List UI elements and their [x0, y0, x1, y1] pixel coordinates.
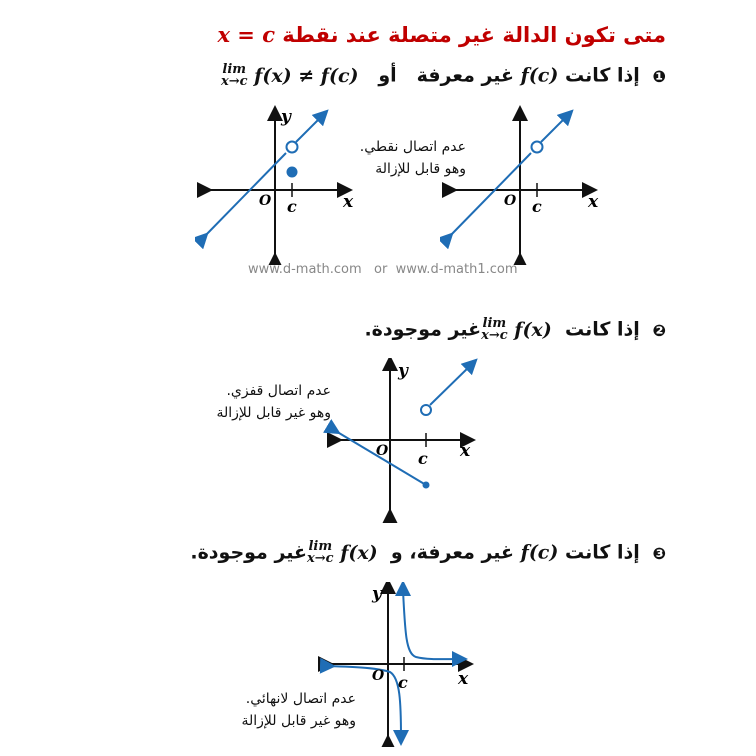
- note-line: وهو قابل للإزالة: [375, 161, 466, 177]
- open-point: [532, 142, 543, 153]
- curve-segment: [541, 115, 568, 142]
- origin-label: O: [372, 668, 385, 684]
- case3-undefined: غير معرفة، و: [390, 541, 515, 564]
- x-label: x: [343, 192, 354, 212]
- case2-tail: غير موجودة.: [364, 318, 482, 341]
- filled-point: [287, 167, 298, 178]
- c-label: c: [287, 197, 297, 216]
- note-line: وهو غير قابل للإزالة: [216, 405, 331, 421]
- y-label: y: [398, 361, 408, 381]
- origin-label: O: [376, 443, 389, 459]
- case2-lim: lim x→c: [481, 316, 508, 343]
- case2-graph: [320, 358, 490, 523]
- curve-segment: [296, 115, 323, 142]
- x-label: x: [458, 669, 469, 689]
- case2-number: ❷: [652, 320, 666, 340]
- title-math: x = c: [217, 22, 275, 47]
- x-label: x: [460, 441, 471, 461]
- case2-expr: f(x): [514, 318, 552, 341]
- case1-number: ❶: [652, 66, 666, 86]
- case1-or: أو: [378, 64, 397, 87]
- open-point: [421, 405, 431, 415]
- case3-number: ❸: [652, 543, 666, 563]
- note-line: عدم اتصال نقطي.: [359, 139, 466, 155]
- x-label: x: [588, 192, 599, 212]
- origin-label: O: [504, 193, 517, 209]
- case2-if: إذا كانت: [565, 318, 640, 341]
- open-point: [287, 142, 298, 153]
- note-line: وهو غير قابل للإزالة: [241, 713, 356, 729]
- case3-if: إذا كانت: [565, 541, 640, 564]
- case3-expr: f(x): [340, 541, 378, 564]
- title-text: متى تكون الدالة غير متصلة عند نقطة: [282, 23, 666, 47]
- footer-links: www.d-math.com or www.d-math1.com: [248, 262, 518, 277]
- y-label: y: [281, 107, 291, 127]
- case1-if: إذا كانت: [565, 64, 640, 87]
- origin-label: O: [259, 193, 272, 209]
- case1-condition: [221, 64, 666, 88]
- case3-fc: f(c): [520, 541, 559, 564]
- c-label: c: [398, 673, 408, 692]
- case3-note: [242, 688, 357, 732]
- case1-graph-left: [195, 105, 365, 265]
- y-label: y: [372, 584, 382, 604]
- note-line: عدم اتصال قفزي.: [226, 383, 331, 399]
- case1-graph-right: [440, 105, 610, 265]
- case2-note: [217, 380, 332, 424]
- case3-condition: [190, 541, 666, 565]
- case3-lim: lim x→c: [307, 539, 334, 566]
- note-line: عدم اتصال لانهائي.: [245, 691, 356, 707]
- curve-segment: [448, 153, 531, 238]
- c-label: c: [532, 197, 542, 216]
- curve-segment: [203, 153, 286, 238]
- case1-expr: f(x) ≠ f(c): [254, 64, 359, 87]
- case2-condition: [364, 318, 666, 342]
- case3-tail: غير موجودة.: [190, 541, 307, 564]
- filled-point: [423, 482, 430, 489]
- case1-lim: lim x→c: [220, 62, 248, 89]
- c-label: c: [418, 449, 428, 468]
- curve-right-branch: [403, 590, 460, 659]
- page-title: [209, 22, 666, 47]
- case1-undefined: غير معرفة: [416, 64, 515, 87]
- curve-segment: [430, 364, 472, 405]
- case1-fc: f(c): [520, 64, 559, 87]
